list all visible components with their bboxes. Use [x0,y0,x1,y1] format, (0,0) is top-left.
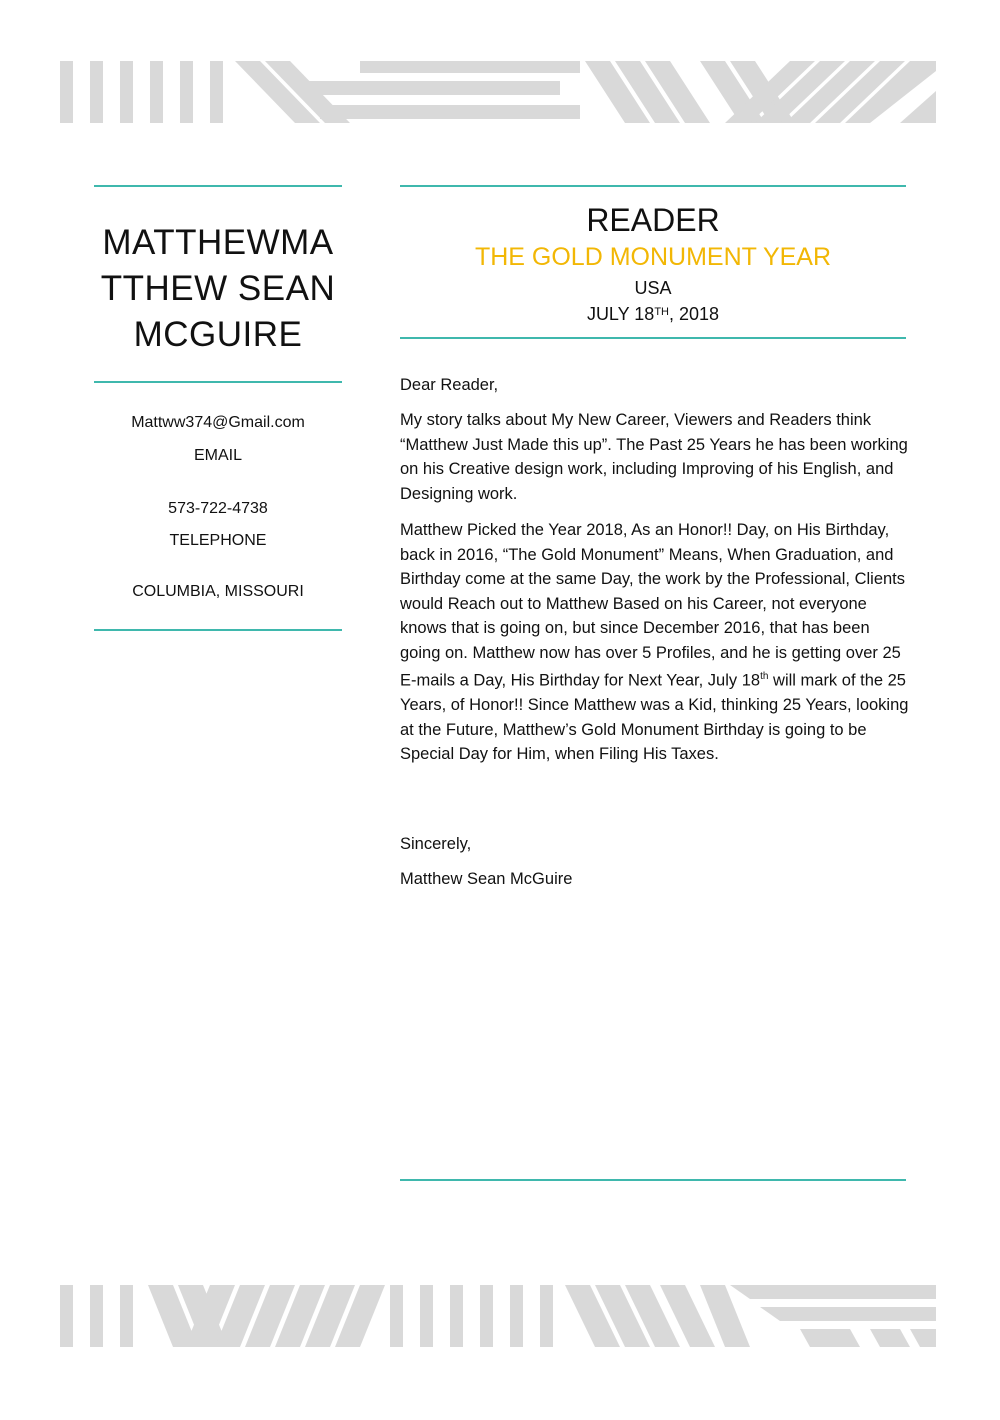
email-label: EMAIL [193,447,242,464]
letter-paragraph-1: My story talks about My New Career, Viewers and Readers think “Matthew Just Made this up”. The Past 25 Years he has been working on his Creative design work, including Improving of his English, and Designing work. [400,411,908,503]
decorative-stripe-band-bottom [60,1285,936,1347]
divider-right-bottom [400,1179,906,1181]
signature: Matthew Sean McGuire [400,870,573,888]
location: COLUMBIA, MISSOURI [132,583,304,600]
date-month-day: JULY 18 [586,304,655,324]
date-ordinal-suffix: TH [654,306,669,318]
phone-number: 573-722-4738 [168,500,268,517]
letter-subtitle: THE GOLD MONUMENT YEAR [474,243,832,271]
closing: Sincerely, [400,835,472,853]
divider-left-bottom [94,629,342,631]
recipient-title: READER [586,202,720,238]
ordinal-suffix: th [760,671,769,682]
decorative-stripe-band-top [60,61,936,123]
divider-right-header [400,337,906,339]
phone-label: TELEPHONE [169,532,267,549]
sender-name: MATTHEWMA TTHEW SEAN MCGUIRE [100,223,336,354]
letter-paragraph-2-text-end: will mark of the 25 Years, of Honor!! Since Matthew was a Kid, thinking 25 Years, looking at the Future, Matthew’s Gold Monument Birthday is going to be Special Day for Him, when Filing His Taxes. [400,671,909,763]
salutation: Dear Reader, [400,376,499,394]
email-address: Mattww374@Gmail.com [131,414,305,431]
letter-paragraph-2 [400,518,910,767]
letter-date [400,302,906,326]
letter-paragraph-2-text: Matthew Picked the Year 2018, As an Honor!! Day, on His Birthday, back in 2016, “The Gold Monument” Means, When Graduation, and Birthday come at the same Day, the work by the Professional, Clients would Reach out to Matthew Based on his Career, not everyone knows that is going on, but since December 2016, that has been going on. Matthew now has over 5 Profiles, and he is getting over 25 E-mails a Day, His Birthday for Next Year, July 18 [400,521,906,690]
date-year: , 2018 [669,304,720,324]
divider-left-top [94,185,342,187]
divider-left-mid [94,381,342,383]
country: USA [634,278,672,298]
divider-right-top [400,185,906,187]
